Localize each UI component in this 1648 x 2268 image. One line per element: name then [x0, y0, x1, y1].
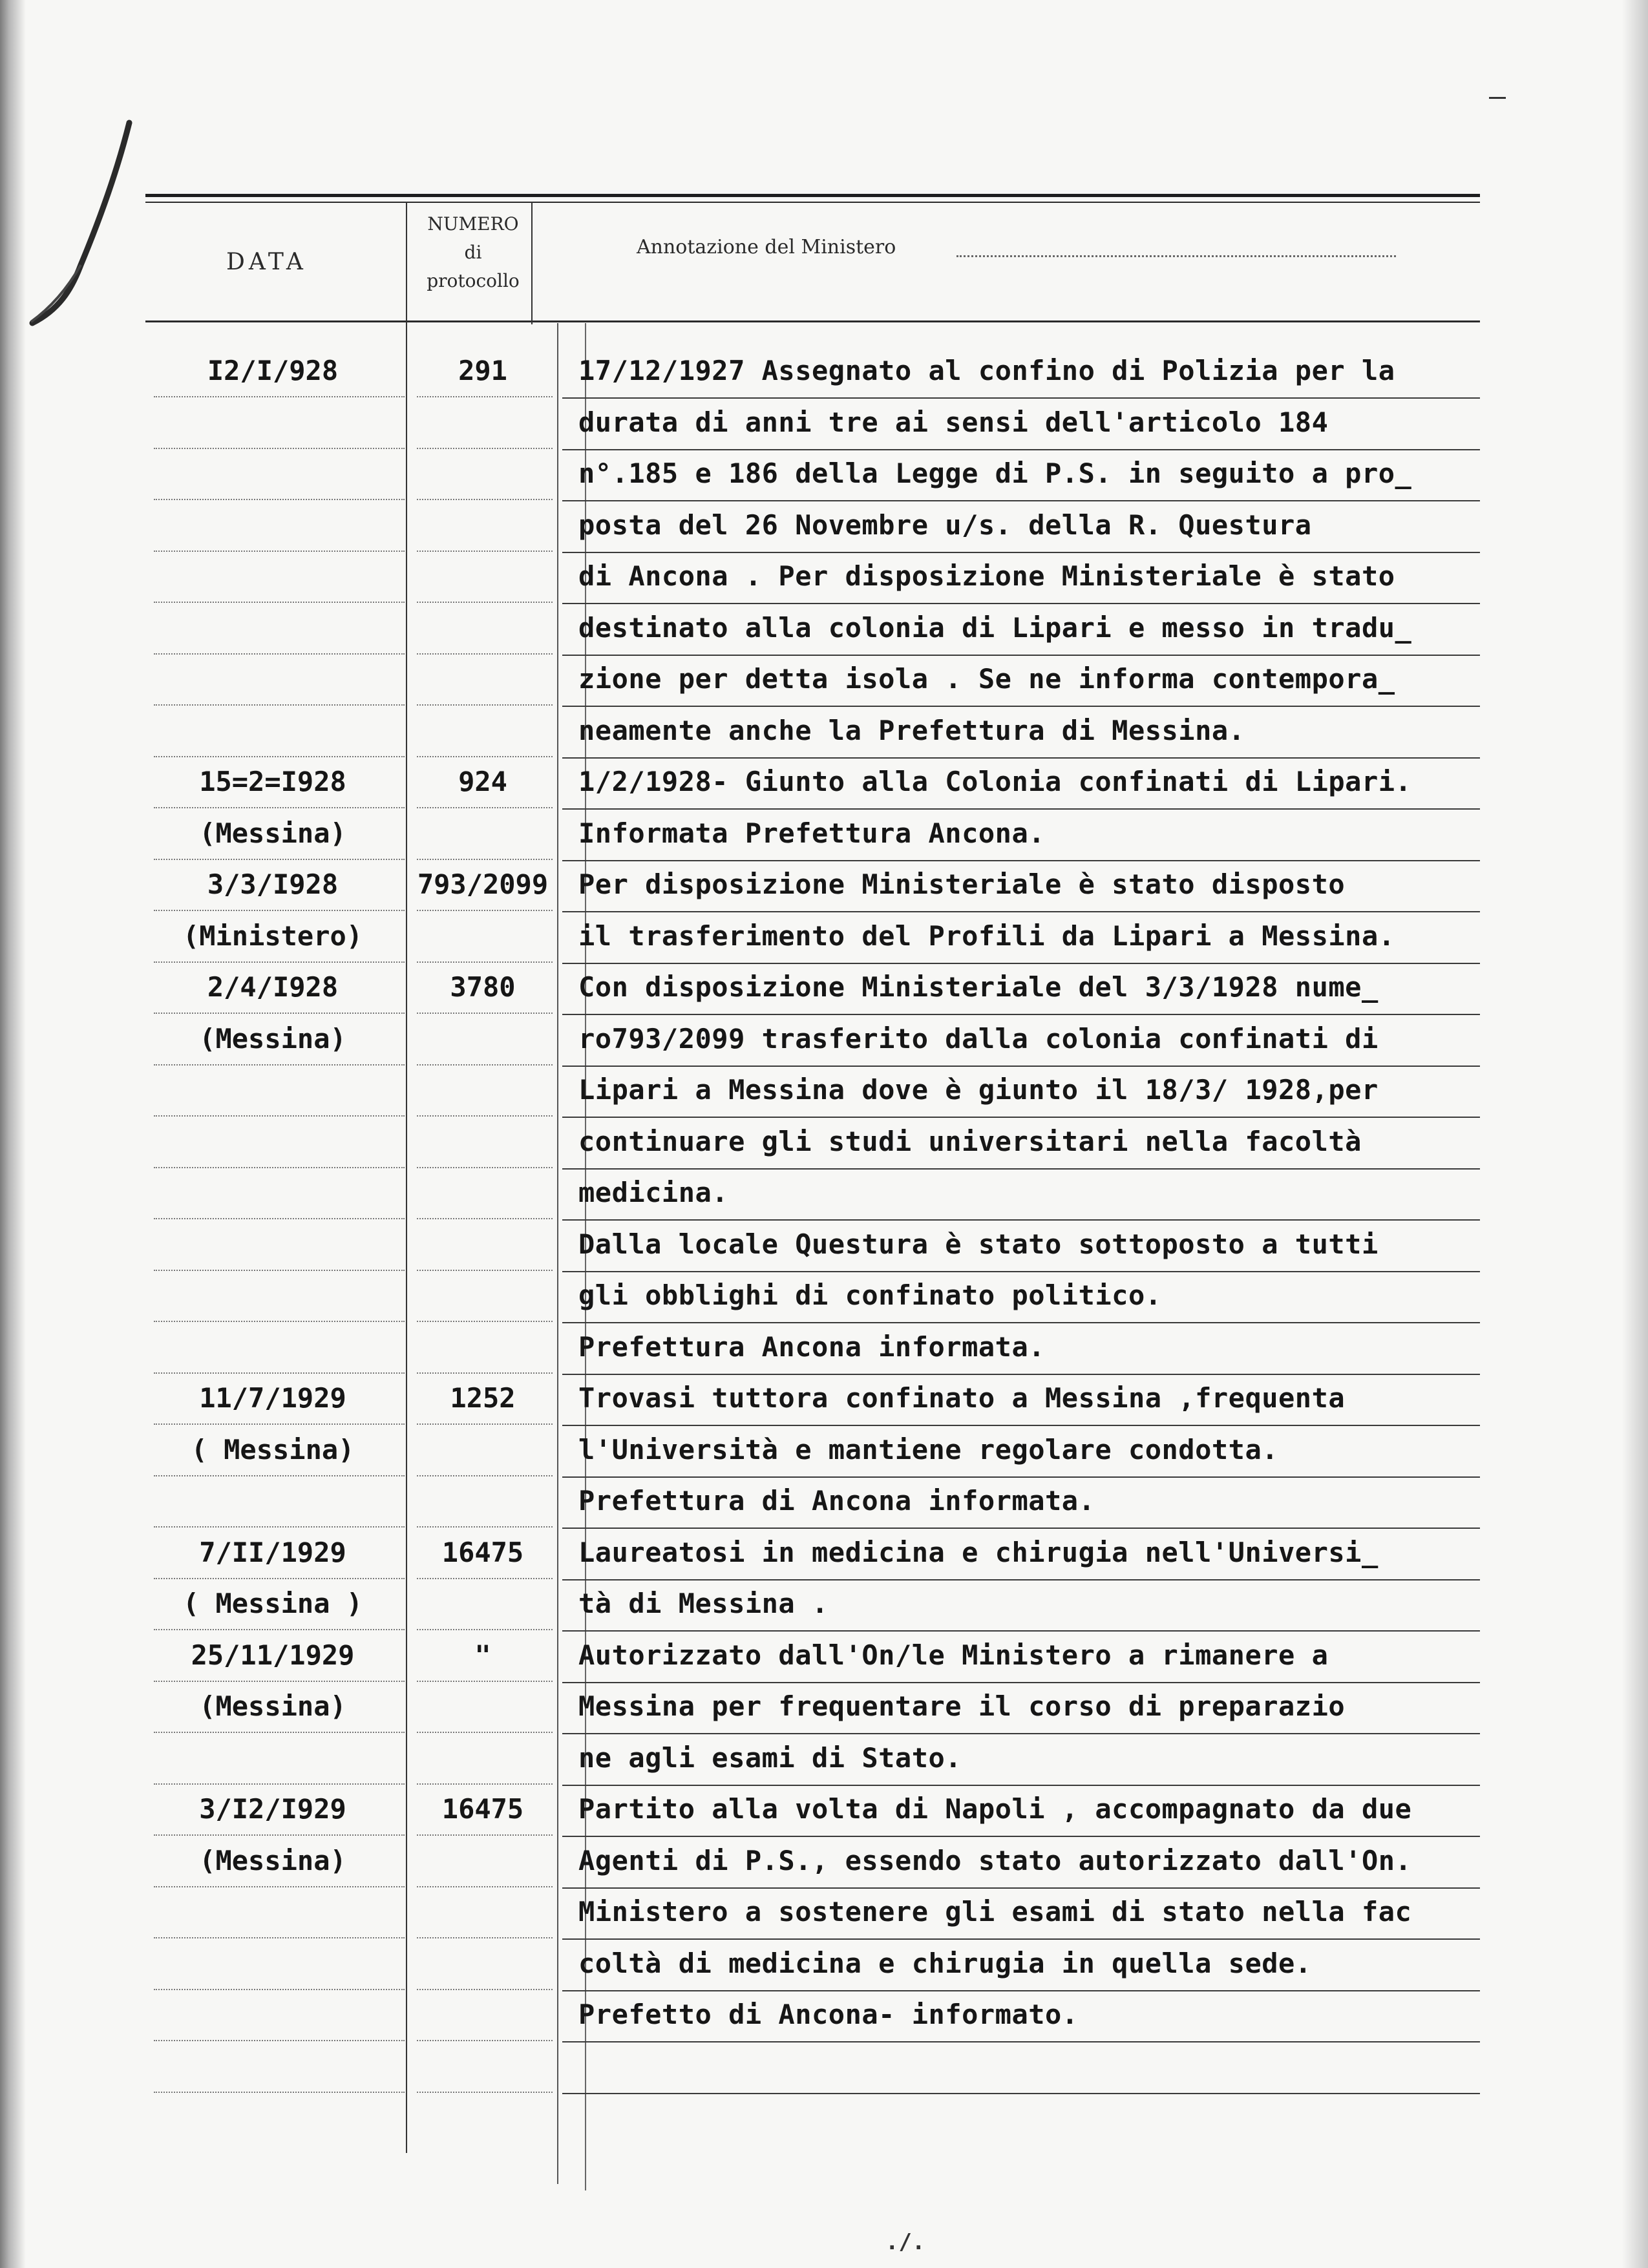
table-row: [0, 1014, 1648, 1066]
row-annotation-text: di Ancona . Per disposizione Ministeriale è stato: [578, 560, 1395, 592]
row-annotation-text: Ministero a sostenere gli esami di stato nella fac: [578, 1896, 1412, 1927]
header-annotazione: Annotazione del Ministero: [637, 236, 896, 258]
table-row: [0, 1065, 1648, 1117]
row-date: 11/7/1929: [199, 1382, 346, 1414]
table-row: [0, 1681, 1648, 1733]
row-protocol-number: 16475: [441, 1536, 524, 1568]
row-rule-numero: [417, 2092, 553, 2093]
row-date: 15=2=I928: [199, 766, 346, 797]
table-row: [0, 1168, 1648, 1219]
page-continuation-marker: ./.: [885, 2229, 925, 2255]
table-row: [0, 1528, 1648, 1579]
header-numero-line2: di: [464, 242, 482, 263]
table-row: [0, 1938, 1648, 1990]
row-annotation-text: Trovasi tuttora confinato a Messina ,frequenta: [578, 1382, 1346, 1414]
table-row: [0, 346, 1648, 397]
table-row: [0, 448, 1648, 500]
table-row: [0, 1322, 1648, 1374]
row-annotation-text: n°.185 e 186 della Legge di P.S. in seguito a pro_: [578, 457, 1412, 489]
row-protocol-number: 1252: [450, 1382, 516, 1414]
header-numero-line1: NUMERO: [427, 213, 519, 235]
row-protocol-number: ": [474, 1639, 491, 1671]
row-annotation-text: zione per detta isola . Se ne informa contempora_: [578, 663, 1395, 695]
table-row: [0, 1836, 1648, 1887]
row-annotation-text: neamente anche la Prefettura di Messina.: [578, 714, 1245, 746]
table-row: [0, 911, 1648, 963]
table-row: [0, 1270, 1648, 1322]
header-numero-protocollo: [408, 210, 538, 295]
row-annotation-text: l'Università e mantiene regolare condotta.: [578, 1433, 1279, 1465]
row-protocol-number: 291: [458, 355, 507, 386]
row-date: ( Messina ): [182, 1588, 363, 1619]
row-date: (Ministero): [182, 919, 363, 952]
table-row: [0, 1990, 1648, 2041]
row-annotation-text: coltà di medicina e chirugia in quella sede.: [578, 1947, 1312, 1979]
table-row: [0, 808, 1648, 860]
margin-pen-stroke: [19, 116, 162, 336]
table-row: [0, 757, 1648, 808]
row-annotation-text: Autorizzato dall'On/le Ministero a rimanere a: [578, 1639, 1329, 1671]
row-protocol-number: 3780: [450, 971, 516, 1003]
row-annotation-text: Lipari a Messina dove è giunto il 18/3/ 1928,per: [578, 1074, 1379, 1106]
row-annotation-text: Partito alla volta di Napoli , accompagnato da due: [578, 1793, 1412, 1825]
row-date: 3/3/I928: [207, 868, 339, 900]
table-row: [0, 397, 1648, 449]
header-annotazione-dotted-line: [956, 255, 1396, 257]
row-protocol-number: 793/2099: [417, 868, 549, 900]
row-annotation-text: gli obblighi di confinato politico.: [578, 1279, 1162, 1311]
top-rule: [145, 194, 1480, 197]
row-annotation-text: 1/2/1928- Giunto alla Colonia confinati di Lipari.: [578, 766, 1412, 797]
table-row: [0, 1579, 1648, 1630]
row-annotation-text: durata di anni tre ai sensi dell'articolo 184: [578, 406, 1329, 438]
row-date: (Messina): [199, 817, 346, 849]
row-annotation-text: Prefetto di Ancona- informato.: [578, 1999, 1079, 2030]
table-row: [0, 1733, 1648, 1785]
row-annotation-text: Prefettura di Ancona informata.: [578, 1485, 1095, 1517]
row-date: (Messina): [199, 1022, 346, 1055]
table-row: [0, 1117, 1648, 1168]
table-row: [0, 1219, 1648, 1271]
top-rule-thin: [145, 202, 1480, 203]
row-annotation-text: ro793/2099 trasferito dalla colonia confinati di: [578, 1022, 1379, 1055]
table-row: [0, 654, 1648, 706]
row-date: 25/11/1929: [191, 1639, 355, 1671]
row-annotation-text: Con disposizione Ministeriale del 3/3/1928 nume_: [578, 971, 1379, 1003]
row-annotation-text: posta del 26 Novembre u/s. della R. Questura: [578, 509, 1312, 541]
row-date: 3/I2/I929: [199, 1793, 346, 1825]
row-annotation-text: tà di Messina .: [578, 1588, 829, 1619]
row-protocol-number: 924: [458, 766, 507, 797]
table-row: [0, 1425, 1648, 1476]
row-annotation-text: continuare gli studi universitari nella facoltà: [578, 1125, 1362, 1157]
header-numero-line3: protocollo: [427, 270, 520, 291]
row-annotation-text: Messina per frequentare il corso di preparazio: [578, 1690, 1346, 1722]
row-rule-text: [562, 2093, 1480, 2094]
row-annotation-text: Prefettura Ancona informata.: [578, 1330, 1046, 1363]
row-annotation-text: Laureatosi in medicina e chirugia nell'Universi_: [578, 1536, 1379, 1568]
table-row: [0, 1887, 1648, 1938]
row-date: (Messina): [199, 1690, 346, 1722]
row-date: ( Messina): [191, 1433, 355, 1465]
row-annotation-text: destinato alla colonia di Lipari e messo in tradu_: [578, 611, 1412, 644]
table-row: [0, 2041, 1648, 2093]
table-row: [0, 551, 1648, 603]
table-row: [0, 1373, 1648, 1425]
row-annotation-text: medicina.: [578, 1177, 729, 1208]
row-date: (Messina): [199, 1844, 346, 1876]
table-row: [0, 962, 1648, 1014]
table-row: [0, 1630, 1648, 1682]
row-date: I2/I/928: [207, 355, 339, 386]
table-row: [0, 859, 1648, 911]
row-date: 2/4/I928: [207, 971, 339, 1003]
row-protocol-number: 16475: [441, 1793, 524, 1825]
corner-mark: [1489, 97, 1506, 99]
header-data: DATA: [226, 249, 307, 275]
row-annotation-text: ne agli esami di Stato.: [578, 1741, 962, 1774]
row-annotation-text: 17/12/1927 Assegnato al confino di Polizia per la: [578, 355, 1395, 386]
row-rule-date: [154, 2092, 405, 2093]
header-bottom-rule: [145, 320, 1480, 322]
row-annotation-text: il trasferimento del Profili da Lipari a Messina.: [578, 919, 1395, 952]
row-annotation-text: Agenti di P.S., essendo stato autorizzato dall'On.: [578, 1844, 1412, 1876]
row-annotation-text: Per disposizione Ministeriale è stato disposto: [578, 868, 1346, 900]
table-row: [0, 500, 1648, 552]
row-annotation-text: Dalla locale Questura è stato sottoposto a tutti: [578, 1228, 1379, 1260]
row-annotation-text: Informata Prefettura Ancona.: [578, 817, 1046, 849]
table-row: [0, 1476, 1648, 1528]
table-row: [0, 706, 1648, 757]
table-row: [0, 1784, 1648, 1836]
table-row: [0, 603, 1648, 655]
row-date: 7/II/1929: [199, 1536, 346, 1568]
